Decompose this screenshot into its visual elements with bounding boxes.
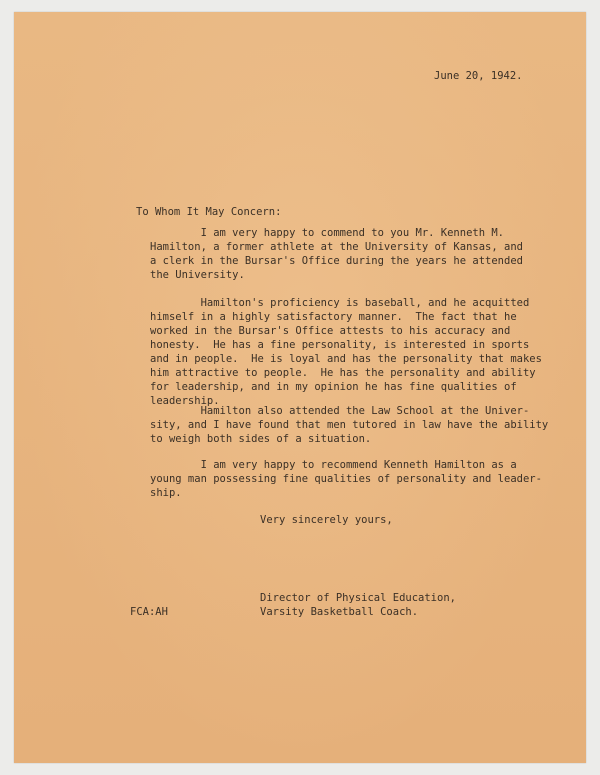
- paragraph-4: [150, 458, 542, 500]
- paragraph-line: him attractive to people. He has the personality and ability: [150, 367, 536, 379]
- paragraph-2: [150, 296, 542, 408]
- paragraph-line: for leadership, and in my opinion he has fine qualities of: [150, 381, 517, 393]
- paragraph-line: Hamilton, a former athlete at the University of Kansas, and: [150, 241, 523, 253]
- paragraph-line: young man possessing fine qualities of personality and leader-: [150, 473, 542, 485]
- letter-salutation: To Whom It May Concern:: [136, 206, 282, 218]
- paragraph-1: [150, 226, 523, 282]
- paragraph-line: I am very happy to recommend Kenneth Hamilton as a: [150, 459, 517, 471]
- letter-date: June 20, 1942.: [434, 70, 523, 82]
- typist-initials: FCA:AH: [130, 606, 168, 618]
- paragraph-line: to weigh both sides of a situation.: [150, 433, 372, 445]
- paragraph-line: Hamilton's proficiency is baseball, and he acquitted: [150, 297, 530, 309]
- paragraph-3: [150, 404, 549, 446]
- letter-closing: Very sincerely yours,: [260, 514, 393, 526]
- signature-title-line2: Varsity Basketball Coach.: [260, 606, 419, 618]
- paragraph-line: sity, and I have found that men tutored in law have the ability: [150, 419, 549, 431]
- letter-page: [14, 12, 586, 763]
- paragraph-line: worked in the Bursar's Office attests to his accuracy and: [150, 325, 511, 337]
- paragraph-line: honesty. He has a fine personality, is interested in sports: [150, 339, 530, 351]
- paragraph-line: I am very happy to commend to you Mr. Kenneth M.: [150, 227, 505, 239]
- paragraph-line: ship.: [150, 487, 182, 499]
- paragraph-line: Hamilton also attended the Law School at the Univer-: [150, 405, 530, 417]
- paragraph-line: the University.: [150, 269, 245, 281]
- paragraph-line: and in people. He is loyal and has the personality that makes: [150, 353, 542, 365]
- paragraph-line: himself in a highly satisfactory manner. The fact that he: [150, 311, 517, 323]
- signature-title-line1: Director of Physical Education,: [260, 592, 456, 604]
- paragraph-line: leadership.: [150, 395, 220, 407]
- paragraph-line: a clerk in the Bursar's Office during the years he attended: [150, 255, 523, 267]
